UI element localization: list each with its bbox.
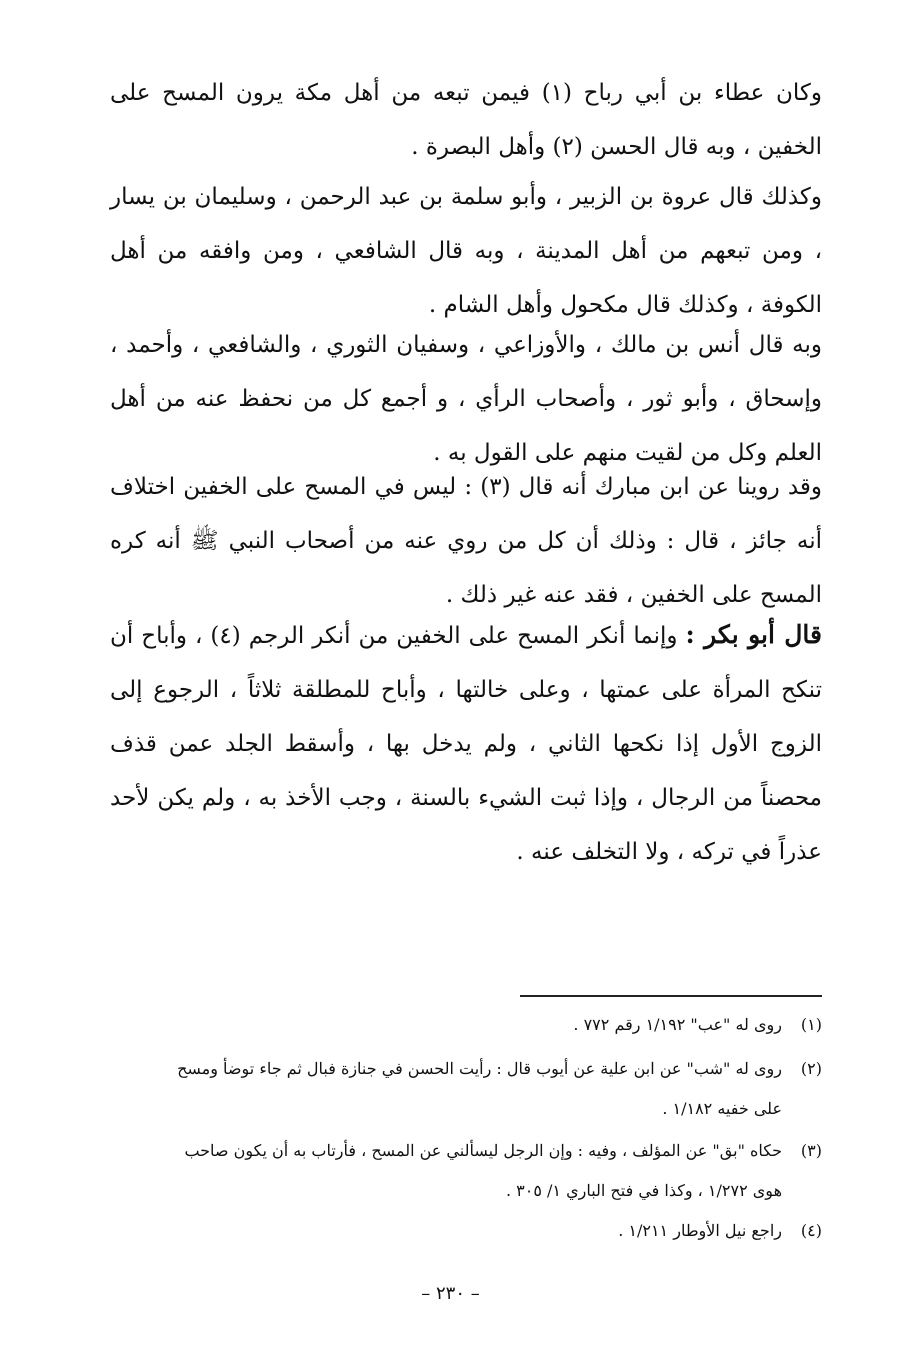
footnote-1 [110, 1006, 822, 1044]
paragraph-3-text: وبه قال أنس بن مالك ، والأوزاعي ، وسفيان الثوري ، والشافعي ، وأحمد ، وإسحاق ، وأبو ثور ، وأصحاب الرأي ، و أجمع كل من نحفظ عنه من أهل العلم وكل من لقيت منهم على القول به . [110, 332, 822, 466]
paragraph-2-text: وكذلك قال عروة بن الزبير ، وأبو سلمة بن عبد الرحمن ، وسليمان بن يسار ، ومن تبعهم من أهل المدينة ، وبه قال الشافعي ، ومن وافقه من أهل الكوفة ، وكذلك قال مكحول وأهل الشام . [110, 184, 822, 318]
footnote-4-text: راجع نيل الأوطار ١/٢١١ . [618, 1221, 782, 1240]
footnote-3 [110, 1132, 822, 1170]
paragraph-5 [110, 608, 822, 879]
footnote-2-continued [110, 1090, 822, 1128]
page-number: – ٢٣٠ – [421, 1283, 480, 1304]
footnote-1-text: روى له "عب" ١/١٩٢ رقم ٧٧٢ . [573, 1015, 782, 1034]
footnote-2-text: روى له "شب" عن ابن علية عن أيوب قال : رأيت الحسن في جنازة فبال ثم جاء توضأ ومسح [177, 1059, 782, 1078]
paragraph-2 [110, 170, 822, 332]
footnote-3-text: حكاه "بق" عن المؤلف ، وفيه : وإن الرجل ليسألني عن المسح ، فأرتاب به أن يكون صاحب [184, 1141, 782, 1160]
footnote-2 [110, 1050, 822, 1088]
footnote-3-number: (٣) [800, 1141, 822, 1160]
paragraph-1-text: وكان عطاء بن أبي رباح (١) فيمن تبعه من أهل مكة يرون المسح على الخفين ، وبه قال الحسن (٢) وأهل البصرة . [110, 80, 822, 160]
paragraph-3 [110, 318, 822, 480]
paragraph-1 [110, 66, 822, 174]
footnote-3-text-cont: هوى ١/٢٧٢ ، وكذا في فتح الباري ١/ ٣٠٥ . [505, 1181, 782, 1200]
speaker-lead: قال أبو بكر : [685, 620, 823, 649]
paragraph-4 [110, 460, 822, 622]
footnote-2-text-cont: على خفيه ١/١٨٢ . [662, 1099, 782, 1118]
footnote-2-number: (٢) [800, 1059, 822, 1078]
footnote-4 [110, 1212, 822, 1250]
paragraph-4-text: وقد روينا عن ابن مبارك أنه قال (٣) : ليس في المسح على الخفين اختلاف أنه جائز ، قال : وذلك أن كل من روي عنه من أصحاب النبي ﷺ أنه كره المسح على الخفين ، فقد عنه غير ذلك . [110, 474, 822, 608]
paragraph-5-text: وإنما أنكر المسح على الخفين من أنكر الرجم (٤) ، وأباح أن تنكح المرأة على عمتها ، وعلى خالتها ، وأباح للمطلقة ثلاثاً ، الرجوع إلى الزوج الأول إذا نكحها الثاني ، ولم يدخل بها ، وأسقط الجلد عمن قذف محصناً من الرجال ، وإذا ثبت الشيء بالسنة ، وجب الأخذ به ، ولم يكن لأحد عذراً في تركه ، ولا التخلف عنه . [110, 623, 822, 865]
footnote-3-continued [110, 1172, 822, 1210]
footnote-1-number: (١) [800, 1015, 822, 1034]
footnote-separator [520, 995, 822, 997]
footnote-4-number: (٤) [800, 1221, 822, 1240]
